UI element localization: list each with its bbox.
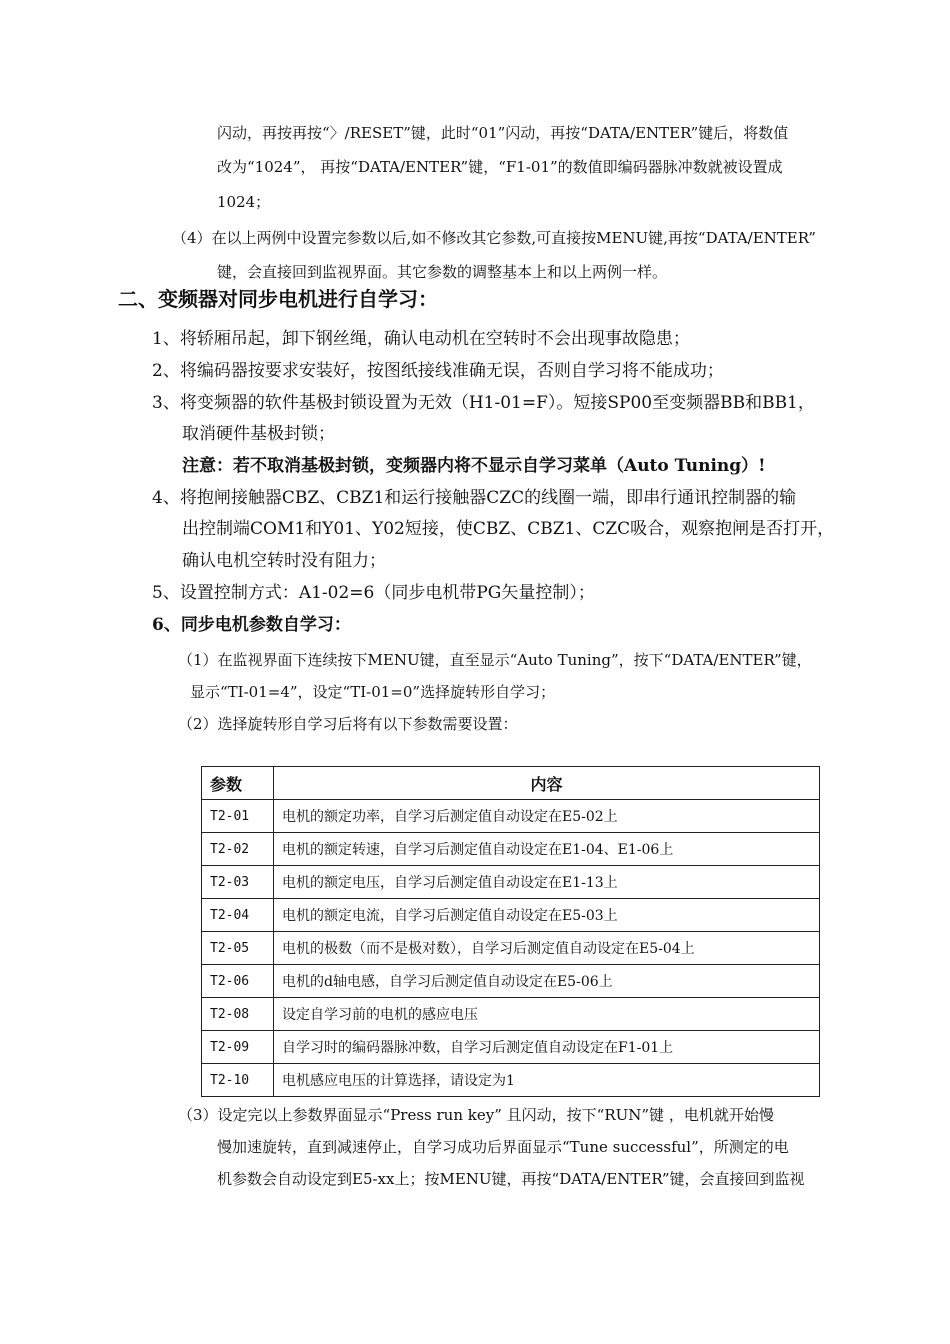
param-code: T2-01 [202, 800, 274, 833]
step-2: 2、将编码器按要求安装好，按图纸接线准确无误，否则自学习将不能成功； [152, 361, 724, 381]
param-code: T2-02 [202, 833, 274, 866]
param-code: T2-09 [202, 1031, 274, 1064]
sub-item-3: （3）设定完以上参数界面显示“Press run key” 且闪动，按下“RUN”键 ，电机就开始慢 [178, 1106, 774, 1124]
param-code: T2-04 [202, 899, 274, 932]
paragraph-line: 闪动，再按再按“〉/RESET”键，此时“01”闪动，再按“DATA/ENTER”键后，将数值 [217, 124, 789, 142]
param-code: T2-03 [202, 866, 274, 899]
table-row [202, 932, 820, 965]
table-header-row [202, 767, 820, 800]
param-desc: 电机的额定功率，自学习后测定值自动设定在E5-02上 [274, 800, 820, 833]
item-4-line: 键，会直接回到监视界面。其它参数的调整基本上和以上两例一样。 [217, 263, 668, 281]
table-row [202, 899, 820, 932]
sub-item-3-cont: 机参数会自动设定到E5-xx上；按MENU键，再按“DATA/ENTER”键，会直接回到监视 [217, 1170, 805, 1188]
note: 注意：若不取消基极封锁，变频器内将不显示自学习菜单（Auto Tuning）! [182, 456, 766, 476]
step-5: 5、设置控制方式：A1-02=6（同步电机带PG矢量控制）； [152, 583, 595, 603]
sub-item-3-cont: 慢加速旋转，直到减速停止，自学习成功后界面显示“Tune successful”，所测定的电 [217, 1138, 789, 1156]
param-desc: 电机的额定转速，自学习后测定值自动设定在E1-04、E1-06上 [274, 833, 820, 866]
table-row [202, 800, 820, 833]
step-4-cont: 确认电机空转时没有阻力； [182, 551, 386, 571]
step-6: 6、同步电机参数自学习： [152, 615, 351, 635]
table-row [202, 1031, 820, 1064]
param-desc: 电机的极数（而不是极对数），自学习后测定值自动设定在E5-04上 [274, 932, 820, 965]
paragraph-line: 改为“1024”， 再按“DATA/ENTER”键，“F1-01”的数值即编码器脉冲数就被设置成 [217, 158, 783, 176]
parameter-table [201, 766, 820, 1097]
param-code: T2-05 [202, 932, 274, 965]
step-4-cont: 出控制端COM1和Y01、Y02短接，使CBZ、CBZ1、CZC吸合，观察抱闸是否打开， [182, 519, 835, 539]
param-code: T2-08 [202, 998, 274, 1031]
step-3-cont: 取消硬件基极封锁； [182, 424, 335, 444]
table-row [202, 965, 820, 998]
table-row [202, 998, 820, 1031]
header-content: 内容 [274, 767, 820, 800]
sub-item-1: （1）在监视界面下连续按下MENU键，直至显示“Auto Tuning”，按下“DATA/ENTER”键， [178, 651, 812, 669]
table-row [202, 1064, 820, 1097]
paragraph-line: 1024； [217, 193, 271, 211]
param-desc: 电机的d轴电感，自学习后测定值自动设定在E5-06上 [274, 965, 820, 998]
step-4: 4、将抱闸接触器CBZ、CBZ1和运行接触器CZC的线圈一端，即串行通讯控制器的输 [152, 488, 797, 508]
section-title: 二、变频器对同步电机进行自学习： [118, 287, 438, 311]
param-code: T2-06 [202, 965, 274, 998]
param-desc: 设定自学习前的电机的感应电压 [274, 998, 820, 1031]
table-row [202, 833, 820, 866]
item-4-line: （4）在以上两例中设置完参数以后,如不修改其它参数,可直接按MENU键,再按“DATA/ENTER” [172, 229, 816, 247]
param-desc: 电机的额定电流，自学习后测定值自动设定在E5-03上 [274, 899, 820, 932]
step-1: 1、将轿厢吊起，卸下钢丝绳，确认电动机在空转时不会出现事故隐患； [152, 329, 690, 349]
table-row [202, 866, 820, 899]
param-code: T2-10 [202, 1064, 274, 1097]
sub-item-1-cont: 显示“TI-01=4”，设定“TI-01=0”选择旋转形自学习； [190, 683, 556, 701]
param-desc: 电机的额定电压，自学习后测定值自动设定在E1-13上 [274, 866, 820, 899]
param-desc: 电机感应电压的计算选择，请设定为1 [274, 1064, 820, 1097]
header-param: 参数 [202, 767, 274, 800]
param-desc: 自学习时的编码器脉冲数，自学习后测定值自动设定在F1-01上 [274, 1031, 820, 1064]
sub-item-2: （2）选择旋转形自学习后将有以下参数需要设置： [178, 715, 518, 733]
step-3: 3、将变频器的软件基极封锁设置为无效（H1-01=F）。短接SP00至变频器BB和BB1， [152, 393, 815, 413]
